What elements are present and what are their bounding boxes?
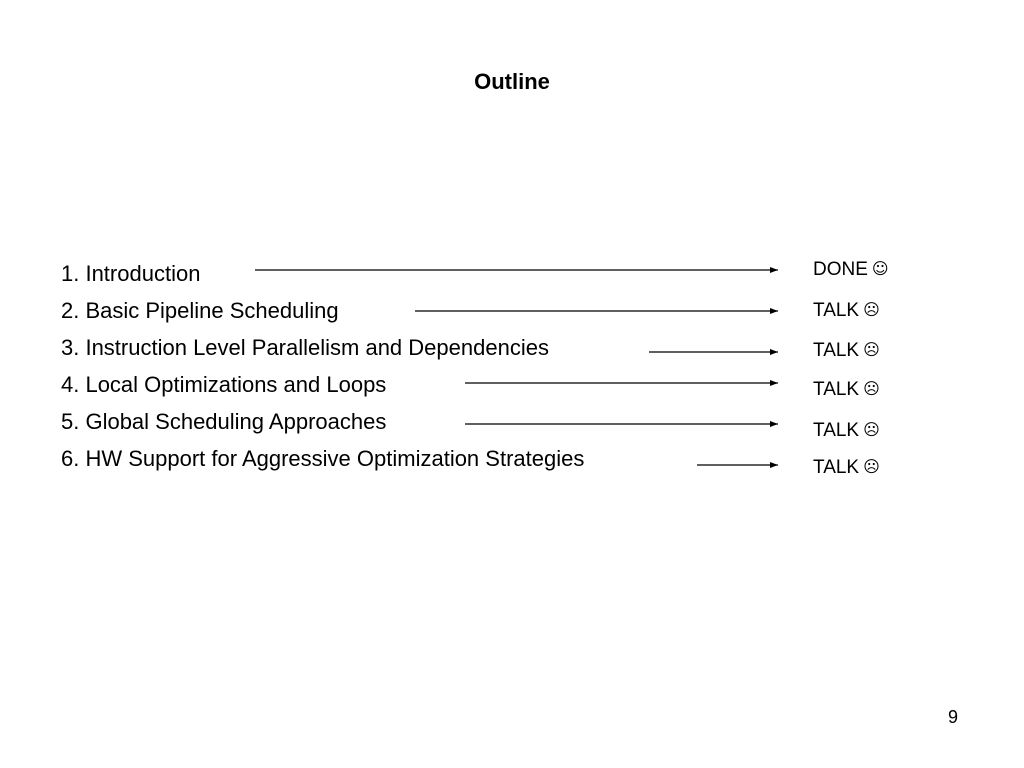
status-4 [813,377,880,402]
frowning-face-icon: ☹ [863,457,880,476]
outline-item-4: 4. Local Optimizations and Loops [61,372,387,397]
status-3-text: TALK [813,340,860,361]
status-2 [813,298,880,323]
status-6 [813,455,880,480]
page-number: 9 [948,707,959,727]
status-6-text: TALK [813,457,860,478]
status-3 [813,338,880,363]
status-1-text: DONE [813,259,868,280]
status-1 [813,257,889,282]
frowning-face-icon: ☹ [863,340,880,359]
outline-item-6: 6. HW Support for Aggressive Optimization Strategies [61,446,585,471]
slide-title: Outline [474,69,550,94]
status-5 [813,418,880,443]
status-2-text: TALK [813,300,860,321]
outline-item-1: 1. Introduction [61,261,201,286]
frowning-face-icon: ☹ [863,300,880,319]
status-5-text: TALK [813,420,860,441]
status-4-text: TALK [813,379,860,400]
outline-item-2: 2. Basic Pipeline Scheduling [61,298,339,323]
frowning-face-icon: ☹ [863,420,880,439]
outline-item-3: 3. Instruction Level Parallelism and Dependencies [61,335,549,360]
frowning-face-icon: ☹ [863,379,880,398]
outline-item-5: 5. Global Scheduling Approaches [61,409,387,434]
smiley-face-icon: ☺ [871,259,889,278]
